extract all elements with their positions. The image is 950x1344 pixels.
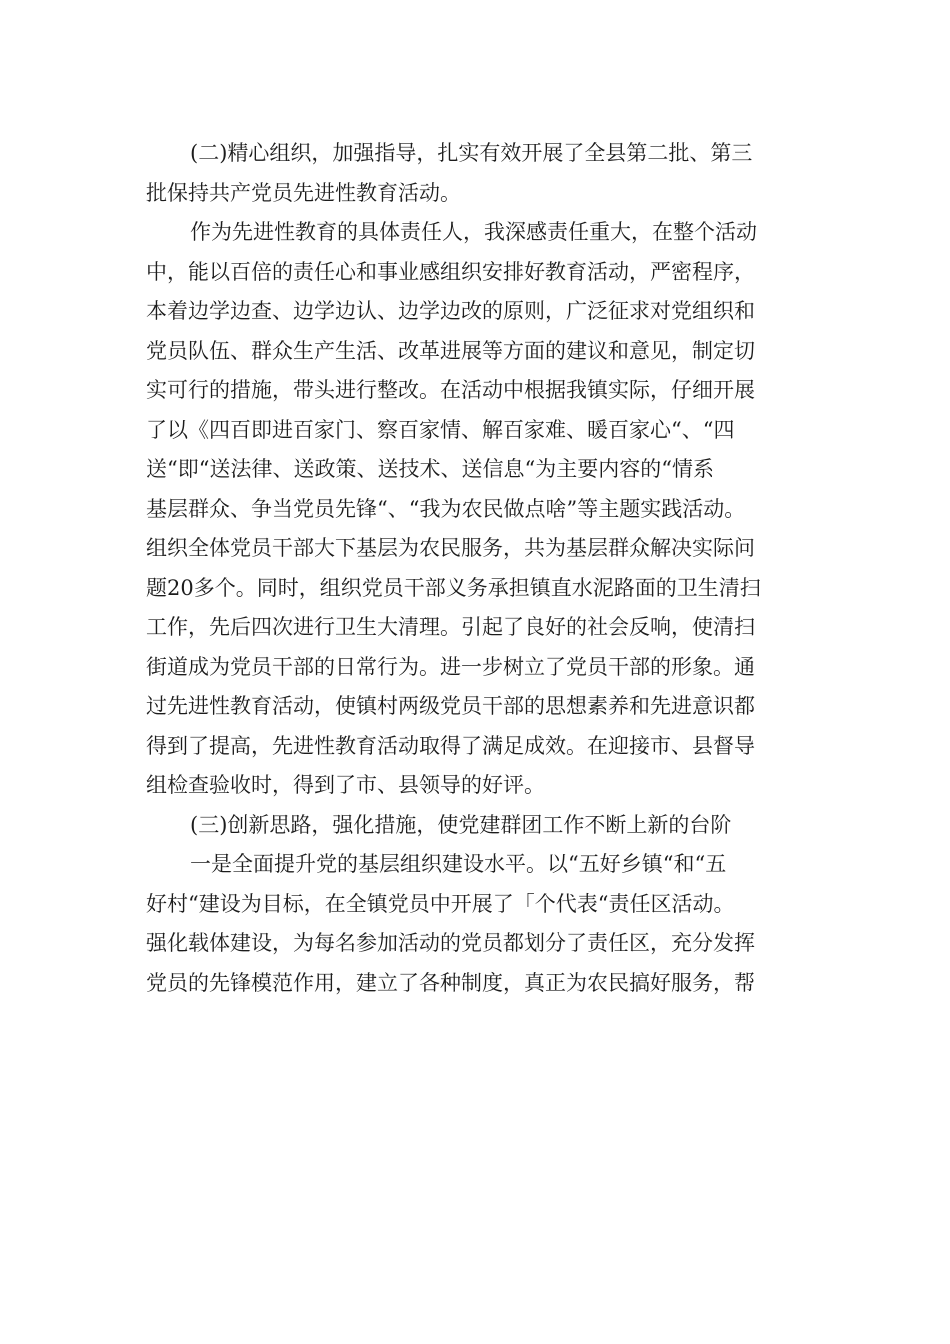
text-line: 送“即“送法律、送政策、送技术、送信息“为主要内容的“情系 (146, 457, 714, 481)
text-line: 工作，先后四次进行卫生大清理。引起了良好的社会反响，使清扫 (146, 615, 755, 639)
text-line: 题20多个。同时，组织党员干部义务承担镇直水泥路面的卫生清扫 (146, 575, 761, 600)
text-line: 好村“建设为目标，在全镇党员中开展了「个代表“责任区活动。 (146, 891, 735, 916)
text-line: 党员的先锋模范作用，建立了各种制度，真正为农民搞好服务，帮 (146, 970, 755, 995)
text-line: (二)精心组织，加强指导，扎实有效开展了全县第二批、第三 (190, 141, 753, 165)
text-line: 了以《四百即进百家门、察百家情、解百家难、暖百家心“、“四 (146, 417, 735, 442)
text-line: 实可行的措施，带头进行整改。在活动中根据我镇实际，仔细开展 (146, 378, 755, 402)
text-line: 得到了提高，先进性教育活动取得了满足成效。在迎接市、县督导 (146, 733, 755, 758)
body-paragraph (146, 845, 808, 1003)
text-line: 基层群众、争当党员先锋“、“我为农民做点啥”等主题实践活动。 (146, 496, 746, 521)
text-line: 本着边学边查、边学边认、边学边改的原则，广泛征求对党组织和 (146, 299, 755, 323)
document-body (146, 134, 808, 1003)
text-line: 街道成为党员干部的日常行为。进一步树立了党员干部的形象。通 (146, 654, 755, 679)
text-line: 强化载体建设，为每名参加活动的党员都划分了责任区，充分发挥 (146, 931, 755, 955)
body-paragraph (146, 213, 808, 806)
text-line: 组织全体党员干部大下基层为农民服务，共为基层群众解决实际问 (146, 536, 755, 560)
text-line: 过先进性教育活动，使镇村两级党员干部的思想素养和先进意识都 (146, 694, 755, 718)
text-line: 批保持共产党员先进性教育活动。 (146, 180, 461, 205)
text-line: 组检查验收时，得到了市、县领导的好评。 (146, 773, 545, 797)
text-line: 作为先进性教育的具体责任人，我深感责任重大，在整个活动 (190, 220, 757, 244)
text-line: 中，能以百倍的责任心和事业感组织安排好教育活动，严密程序， (146, 259, 755, 284)
section-three-heading (146, 806, 808, 846)
text-line: (三)创新思路，强化措施，使党建群团工作不断上新的台阶 (190, 812, 732, 837)
text-line: 党员队伍、群众生产生活、改革进展等方面的建议和意见，制定切 (146, 338, 755, 363)
text-line: 一是全面提升党的基层组织建设水平。以“五好乡镇“和“五 (190, 852, 727, 876)
section-two-heading-paragraph (146, 134, 808, 213)
